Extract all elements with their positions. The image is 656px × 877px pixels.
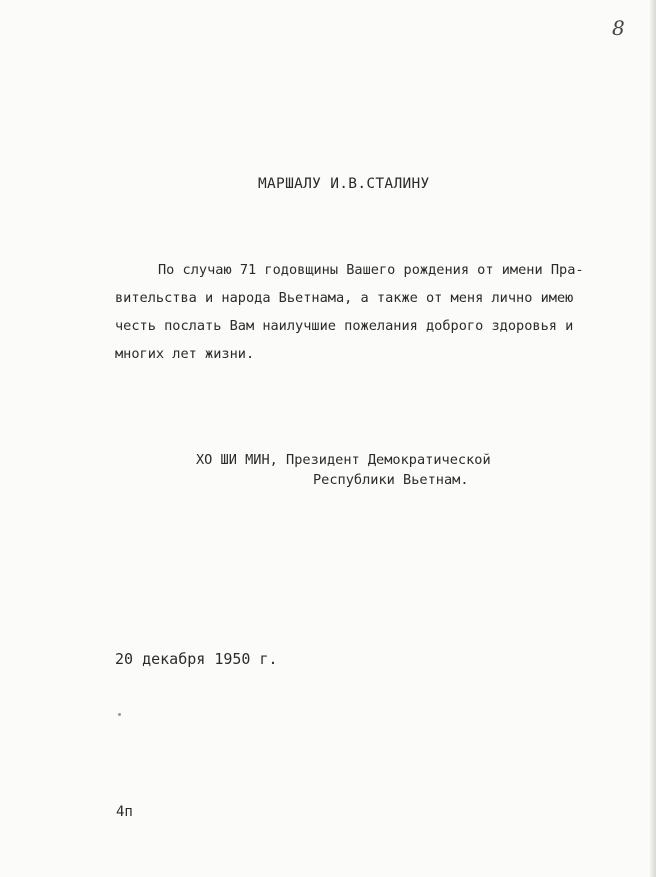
addressee-heading: МАРШАЛУ И.В.СТАЛИНУ [258, 176, 430, 192]
copies-mark: 4п [116, 804, 133, 820]
handwritten-page-number: 8 [612, 16, 625, 40]
signature-line-1: ХО ШИ МИН, Президент Демократической [196, 452, 491, 468]
paper-speck [118, 713, 121, 716]
document-date: 20 декабря 1950 г. [115, 650, 278, 668]
body-line-1: По случаю 71 годовщины Вашего рождения от имени Пра- [158, 262, 584, 278]
body-line-2: вительства и народа Вьетнама, а также от меня лично имею [115, 290, 574, 306]
body-line-3: честь послать Вам наилучшие пожелания доброго здоровья и [115, 318, 574, 334]
body-line-4: многих лет жизни. [115, 346, 255, 362]
page-edge-shadow [650, 0, 656, 877]
signature-line-2: Республики Вьетнам. [313, 472, 469, 488]
